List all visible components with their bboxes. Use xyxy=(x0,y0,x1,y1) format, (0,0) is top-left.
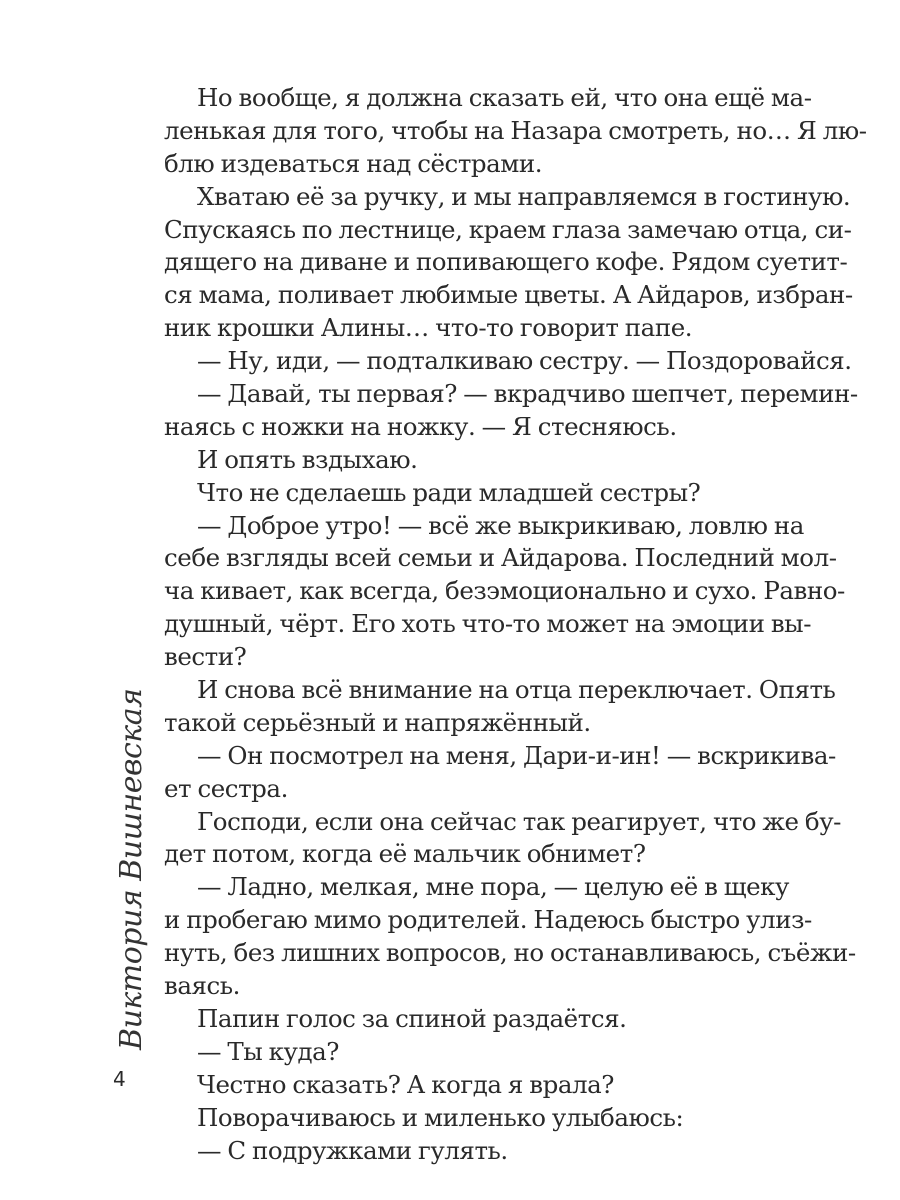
text-line: ся мама, поливает любимые цветы. А Айдаров, избран- xyxy=(164,280,853,310)
body-text xyxy=(164,82,867,1167)
text-line: Поворачиваюсь и миленько улыбаюсь: xyxy=(197,1102,684,1132)
text-line: Господи, если она сейчас так реагирует, что же бу- xyxy=(197,806,842,836)
text-line: Но вообще, я должна сказать ей, что она ещё ма- xyxy=(197,83,812,112)
text-line: блю издеваться над сёстрами. xyxy=(164,148,543,178)
text-line: — Он посмотрел на меня, Дари-и-ин! — вскрикива- xyxy=(197,740,836,770)
text-line: И снова всё внимание на отца переключает. Опять xyxy=(197,675,836,705)
text-line: И опять вздыхаю. xyxy=(197,444,418,474)
text-line: дет потом, когда её мальчик обнимет? xyxy=(164,839,646,869)
text-line: ник крошки Алины… что-то говорит папе. xyxy=(164,313,693,343)
text-line: ленькая для того, чтобы на Назара смотреть, но… Я лю- xyxy=(164,115,867,145)
text-line: такой серьёзный и напряжённый. xyxy=(164,707,591,737)
text-line: Честно сказать? А когда я врала? xyxy=(197,1069,614,1099)
text-line: — С подружками гулять. xyxy=(197,1135,508,1165)
text-line: наясь с ножки на ножку. — Я стесняюсь. xyxy=(164,411,677,441)
page-number: 4 xyxy=(113,1067,126,1091)
text-line: ет сестра. xyxy=(164,773,288,803)
text-line: — Ну, иди, — подталкиваю сестру. — Поздоровайся. xyxy=(197,346,852,376)
text-line: вести? xyxy=(164,642,247,672)
text-line: ча кивает, как всегда, безэмоционально и сухо. Равно- xyxy=(164,576,845,606)
text-line: Что не сделаешь ради младшей сестры? xyxy=(197,477,701,507)
text-line: Хватаю её за ручку, и мы направляемся в гостиную. xyxy=(197,181,851,211)
text-line: и пробегаю мимо родителей. Надеюсь быстро улиз- xyxy=(164,905,812,935)
text-line: дящего на диване и попивающего кофе. Рядом суетит- xyxy=(164,247,848,277)
text-line: — Ты куда? xyxy=(197,1036,339,1066)
text-line: — Ладно, мелкая, мне пора, — целую её в щеку xyxy=(197,872,789,902)
text-line: Спускаясь по лестнице, краем глаза замечаю отца, си- xyxy=(164,214,852,244)
text-line: — Давай, ты первая? — вкрадчиво шепчет, перемин- xyxy=(197,379,858,409)
text-line: душный, чёрт. Его хоть что-то может на эмоции вы- xyxy=(164,609,812,639)
text-line: — Доброе утро! — всё же выкрикиваю, ловлю на xyxy=(197,510,804,540)
text-line: ваясь. xyxy=(164,971,241,1001)
text-line: себе взгляды всей семьи и Айдарова. Последний мол- xyxy=(164,543,837,573)
text-line: Папин голос за спиной раздаётся. xyxy=(197,1003,627,1033)
text-line: нуть, без лишних вопросов, но останавливаюсь, съёжи- xyxy=(164,938,856,968)
running-author-title: Виктория Вишневская xyxy=(114,688,149,1050)
